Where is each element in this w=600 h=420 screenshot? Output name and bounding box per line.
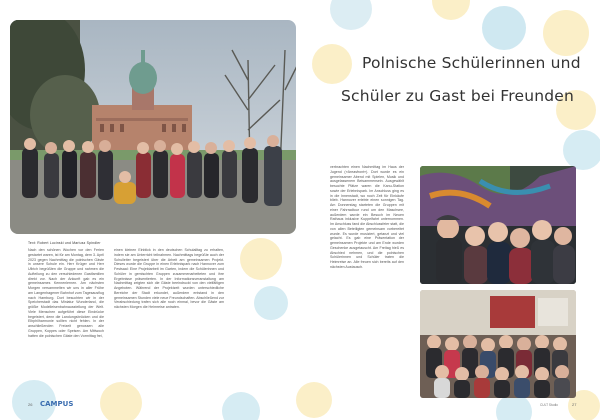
decorative-circle bbox=[254, 286, 288, 320]
page-number-right: 27 bbox=[572, 402, 577, 407]
article-title-line-2: Schüler zu Gast bei Freunden bbox=[341, 87, 575, 105]
decorative-circle bbox=[330, 0, 372, 30]
body-text-column-3: verbrachten einen Nachmittag im Haus der Jugend (»Areasfront«). Dort wurde es ein gemeinsamer Abend mit Spielen, Musik und ausgelassenem Beisammensein. Ausgewählt besuchte Plätze waren die Kanu-Station sowie der Erlebnispark. Im Anschluss ging es in die Innenstadt, wo noch Zeit für Einkäufe blieb. Hannover erlebte einen sonnigen Tag. Am Donnerstag starteten die Gruppen mit einer Fahrradtour rund um den Maschsee, außerdem wurde ein Besuch im Neuen Rathaus inklusive Kuppelfahrt unternommen. Im Anschluss fand die Abschlussfeier statt, die von allen Beteiligten gemeinsam vorbereitet wurde. Es wurde musiziert, getanzt und viel gelacht. Es gab eine Präsentation der gemeinsamen Projekte und am Ende wurden Geschenke ausgetauscht. Am Freitag hieß es Abschied nehmen, und die polnischen Schülerinnen und Schüler traten die Heimreise an. Alle freuen sich bereits auf den nächsten Austausch. bbox=[330, 165, 404, 269]
selfie-photo-illustration bbox=[420, 166, 576, 284]
decorative-circle bbox=[432, 0, 470, 20]
group-selfie-photo bbox=[420, 166, 576, 284]
decorative-circle bbox=[543, 10, 589, 56]
decorative-circle bbox=[312, 44, 352, 84]
indoor-photo-illustration bbox=[420, 290, 576, 398]
magazine-logo: CAMPUS bbox=[40, 400, 74, 408]
decorative-circle bbox=[482, 6, 526, 50]
page-footer-label: CULT Studio bbox=[540, 403, 558, 407]
article-byline: Text: Robert Lucinski und Mariusz Spindler bbox=[28, 241, 101, 245]
group-photo-illustration bbox=[10, 20, 296, 234]
article-title-line-1: Polnische Schülerinnen und bbox=[362, 54, 581, 72]
decorative-circle bbox=[240, 238, 282, 280]
group-photo-new-town-hall bbox=[10, 20, 296, 234]
group-photo-indoor bbox=[420, 290, 576, 398]
body-text-column-2: einen kleinen Einblick in den deutschen Schulalltag zu erhalten, indem sie am Unterricht teilnahmen. Nachmittags begrüßte auch der Schulleiter begeistert über die Arbeit am gemeinsamen Projekt. Dieses wurde die Gruppe in einen Erlebnispark nach Hannover zum Festsaal: Eine Projektarbeit im Garten, indem die Schülerinnen und Schüler in gemischten Gruppen zusammenarbeiteten und ihre Ergebnisse präsentierten. In der Informationsveranstaltung am Nachmittag zeigten sich die Gäste beeindruckt von den vielfältigen Angeboten. Während der Projektzeit wurden unterschiedliche Bereiche der Stadt erkundet, außerdem entstand in den gemeinsamen Stunden viele neue Freundschaften. Abschließend zur Verabschiedung trafen sich alle noch einmal, bevor die Gäste am nächsten Morgen die Heimreise antraten. bbox=[114, 248, 224, 309]
body-text-column-1: Nach den schönen Wochen vor den Ferien gestartet waren, ist für am Montag, dem 3. April 2023 gegen Nachmittag die polnischen Gäste in unsere Schule ein. Herr Krüger und Herr Ullrich begrüßten die Gruppe und nahmen die Aufteilung zu den verschiedenen Gastfamilien direkt vor. Nach der Ankunft gab es ein gemeinsames Kennenlernen. Am nächsten Morgen versammelten wir uns in aller Frühe am Langenhagener Bahnhof zum Tagesausflug nach Hamburg. Dort besuchten wir in der Speicherstadt das Miniatur Wunderland, die größte Modelleisenbahnausstellung der Welt. Viele Menschen aufgeführt diese Eindrücke begeistert, denn die Landungsbrücken und die Elbphilharmonie sollten nicht fehlen. In der anschließenden Freizeit genossen alle Gruppen, Koppes oder Speisen. Am Mittwoch hatten die polnischen Gäste den Vormittag frei, bbox=[28, 248, 104, 338]
page-number-left: 26 bbox=[28, 402, 33, 407]
decorative-circle bbox=[222, 392, 260, 420]
decorative-circle bbox=[296, 382, 332, 418]
decorative-circle bbox=[563, 130, 600, 170]
